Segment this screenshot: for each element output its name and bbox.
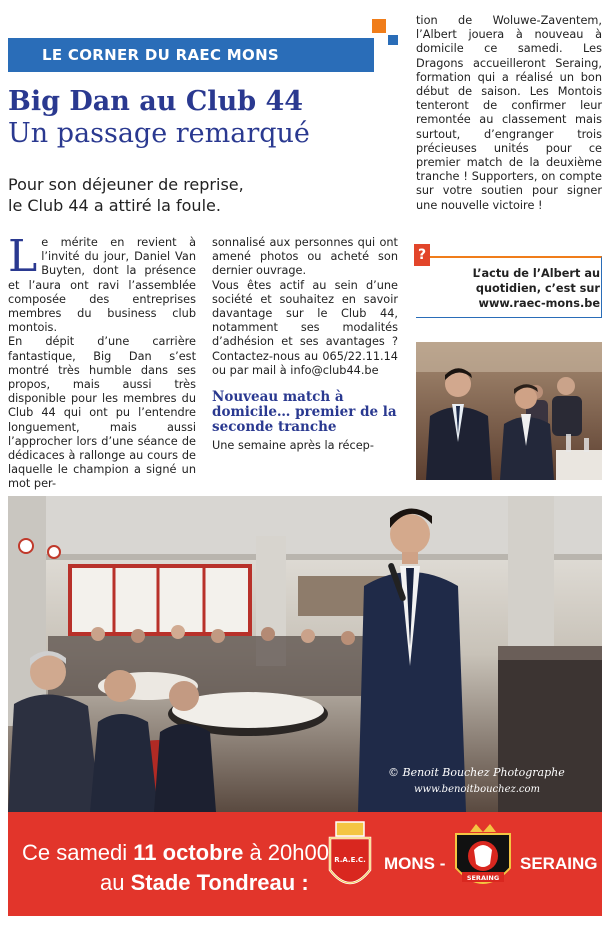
info-line-2: quotidien, c’est sur [475,282,600,295]
photo-guests-illustration [416,342,602,480]
info-line-1: L’actu de l’Albert au [472,267,600,280]
match-venue-prefix: au [100,870,131,895]
match-date-prefix: Ce samedi [22,840,134,865]
match-date-time: à 20h00 [243,840,329,865]
match-banner [8,812,602,916]
match-date [22,840,329,866]
paragraph: En dépit d’une carrière fantastique, Big Dan s’est montré très humble dans ses propos, mais aussi très disponible pour les membres du Club 44 qui ont pu l’entendre longuement, mais aussi l’approcher lors d’une séance de dédicaces à rallonge au cours de laquelle le champion a signé un mot per- [8,335,196,491]
match-venue-name: Stade Tondreau : [130,870,309,895]
drop-cap: L [8,231,38,282]
decor-square-blue [388,35,398,45]
article-title: Big Dan au Club 44 [8,86,304,117]
info-box [416,247,602,318]
section-banner [8,38,374,72]
question-icon: ? [414,244,430,266]
mons-crest-text: R.A.E.C. [334,856,366,864]
seraing-crest-icon [452,824,514,898]
article-subtitle: Un passage remarqué [8,118,310,149]
home-team: MONS - [384,854,446,873]
lead-line-2: le Club 44 a attiré la foule. [8,196,221,215]
photo-conference-room [8,496,602,812]
paragraph: Vous êtes actif au sein d’une société et souhaitez en savoir davantage sur le Club 44, notamment ses modalités d’adhésion et ses avantages ? Contactez-nous au 065/22.11.14 ou par mail à info@club44.be [212,278,398,377]
article-lead [8,174,388,216]
website-link[interactable]: www.raec-mons.be [478,297,600,310]
info-text [442,266,600,311]
article-column-1 [8,231,196,492]
photo-guests [416,342,602,480]
lead-line-1: Pour son déjeuner de reprise, [8,175,244,194]
photo-credit-url: www.benoitbouchez.com [414,784,541,795]
decor-square-orange [372,19,386,33]
paragraph: tion de Woluwe-Zaventem, l’Albert jouera à nouveau à domicile ce samedi. Les Dragons accueilleront Seraing, formation qui a réalisé un bon début de saison. Les Montois tenteront de confirmer leur remontée au classement mais surtout, d’engranger trois précieuses unités pour ce premier match de la deuxième tranche ! Supporters, on compte sur votre soutien pour signer une nouvelle victoire ! [416,14,602,212]
subheading: Nouveau match à domicile… premier de la seconde tranche [212,389,397,436]
photo-conference-illustration [8,496,602,812]
paragraph [8,231,196,335]
away-team: SERAING [520,854,598,873]
seraing-crest-text: SERAING [466,874,500,882]
mons-crest-icon [326,820,374,898]
photo-credit: © Benoit Bouchez Photographe [388,766,565,779]
headline [8,86,388,150]
paragraph-text: e mérite en revient à l’invité du jour, Daniel Van Buyten, dont la présence et l’aura ont ravi l’assemblée composée des entreprises membres du business club montois. [8,236,196,335]
article-column-3 [416,14,602,213]
section-label: LE CORNER DU RAEC MONS [42,46,280,64]
match-date-day: 11 octobre [133,840,244,865]
match-venue [100,870,309,896]
paragraph: sonnalisé aux personnes qui ont amené photos ou acheté son dernier ouvrage. [212,236,398,278]
paragraph: Une semaine après la récep- [212,439,374,453]
article-column-2 [212,236,398,453]
